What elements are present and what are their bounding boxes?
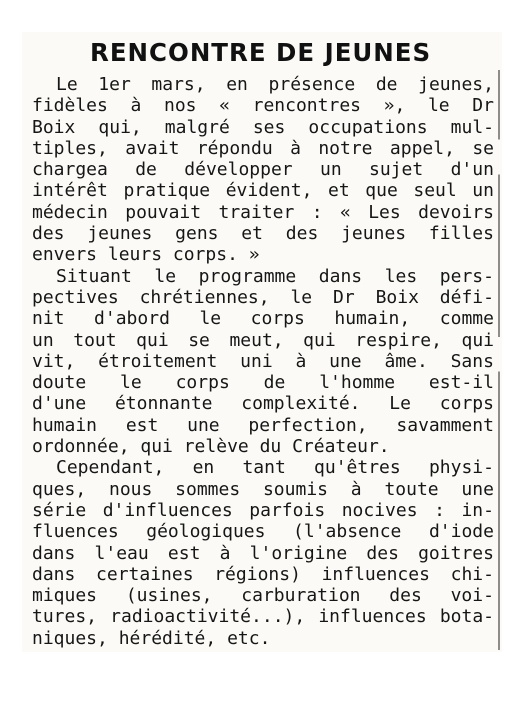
article-line: humain est une perfection, savamment — [32, 414, 494, 436]
article-line: nit d'abord le corps humain, comme — [32, 308, 494, 330]
article-line: niques, hérédité, etc. — [32, 627, 271, 649]
article-line: des jeunes gens et des jeunes filles — [32, 223, 494, 245]
article-line: Boix qui, malgré ses occupations mul- — [32, 116, 494, 138]
article-line: vit, étroitement uni à une âme. Sans — [32, 350, 494, 372]
article-line: Situant le programme dans les pers- — [56, 265, 494, 287]
article-line: médecin pouvait traiter : « Les devoirs — [32, 201, 494, 223]
article-line: d'une étonnante complexité. Le corps — [32, 393, 494, 415]
article-line: fidèles à nos « rencontres », le Dr — [32, 95, 494, 117]
article-line: intérêt pratique évident, et que seul un — [32, 180, 494, 202]
article-line: tures, radioactivité...), influences bota- — [32, 606, 494, 628]
article-line: Le 1er mars, en présence de jeunes, — [56, 74, 494, 95]
column-rule — [498, 70, 500, 650]
article-line: ques, nous sommes soumis à toute une — [32, 478, 494, 500]
article-line: miques (usines, carburation des voi- — [32, 585, 494, 607]
article-line: série d'influences parfois nocives : in- — [32, 499, 494, 521]
article-line: fluences géologiques (l'absence d'iode — [32, 521, 494, 543]
newspaper-clipping — [22, 32, 502, 652]
article-line: Cependant, en tant qu'êtres physi- — [56, 457, 494, 479]
article-line: dans certaines régions) influences chi- — [32, 563, 494, 585]
article-line: chargea de développer un sujet d'un — [32, 159, 494, 181]
article-line: tiples, avait répondu à notre appel, se — [32, 137, 494, 159]
article-body — [32, 74, 494, 649]
headline: RENCONTRE DE JEUNES — [90, 38, 432, 67]
article-line: envers leurs corps. » — [32, 244, 260, 266]
article-line: dans l'eau est à l'origine des goitres — [32, 542, 494, 564]
article-line: un tout qui se meut, qui respire, qui — [32, 329, 494, 351]
article-line: pectives chrétiennes, le Dr Boix défi- — [32, 286, 494, 308]
article-line: doute le corps de l'homme est-il — [32, 372, 494, 394]
article-line: ordonnée, qui relève du Créateur. — [32, 436, 390, 458]
